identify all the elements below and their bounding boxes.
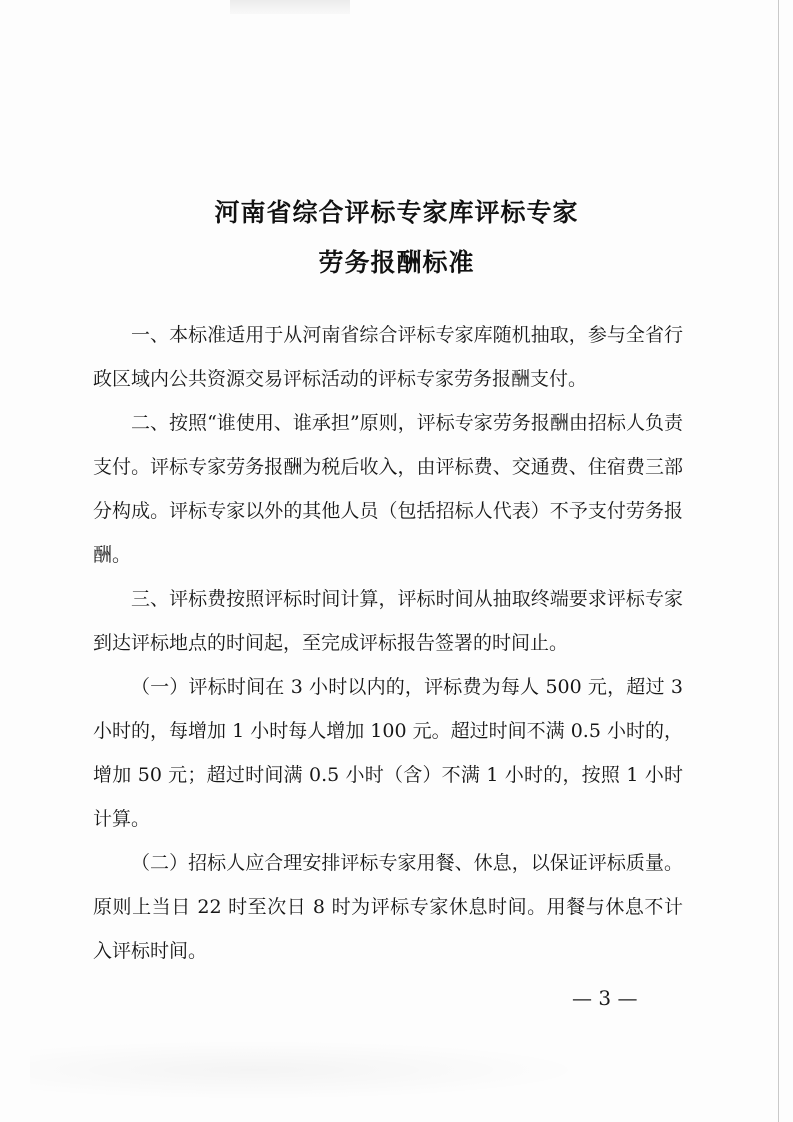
paragraph-3-2: （二）招标人应合理安排评标专家用餐、休息，以保证评标质量。原则上当日 22 时至次日 8 时为评标专家休息时间。用餐与休息不计入评标时间。 [93,852,683,962]
title-line-1: 河南省综合评标专家库评标专家 [214,198,579,227]
scan-edge [778,0,779,1122]
title-line-2: 劳务报酬标准 [318,248,475,277]
document-body [93,313,683,973]
paragraph-3-1: （一）评标时间在 3 小时以内的，评标费为每人 500 元，超过 3 小时的，每增加 1 小时每人增加 100 元。超过时间不满 0.5 小时的，增加 50 元；超过时间满 0.5 小时（含）不满 1 小时的，按照 1 小时计算。 [93,676,683,830]
document-title [0,188,793,288]
paragraph-2: 二、按照“谁使用、谁承担”原则，评标专家劳务报酬由招标人负责支付。评标专家劳务报酬为税后收入，由评标费、交通费、住宿费三部分构成。评标专家以外的其他人员（包括招标人代表）不予支付劳务报酬。 [93,412,683,566]
paragraph-1: 一、本标准适用于从河南省综合评标专家库随机抽取，参与全省行政区域内公共资源交易评标活动的评标专家劳务报酬支付。 [93,324,683,390]
scan-artifact [30,1040,590,1100]
page-number: — 3 — [572,986,638,1010]
scan-artifact [230,0,350,14]
paragraph-3: 三、评标费按照评标时间计算，评标时间从抽取终端要求评标专家到达评标地点的时间起，至完成评标报告签署的时间止。 [93,588,683,654]
